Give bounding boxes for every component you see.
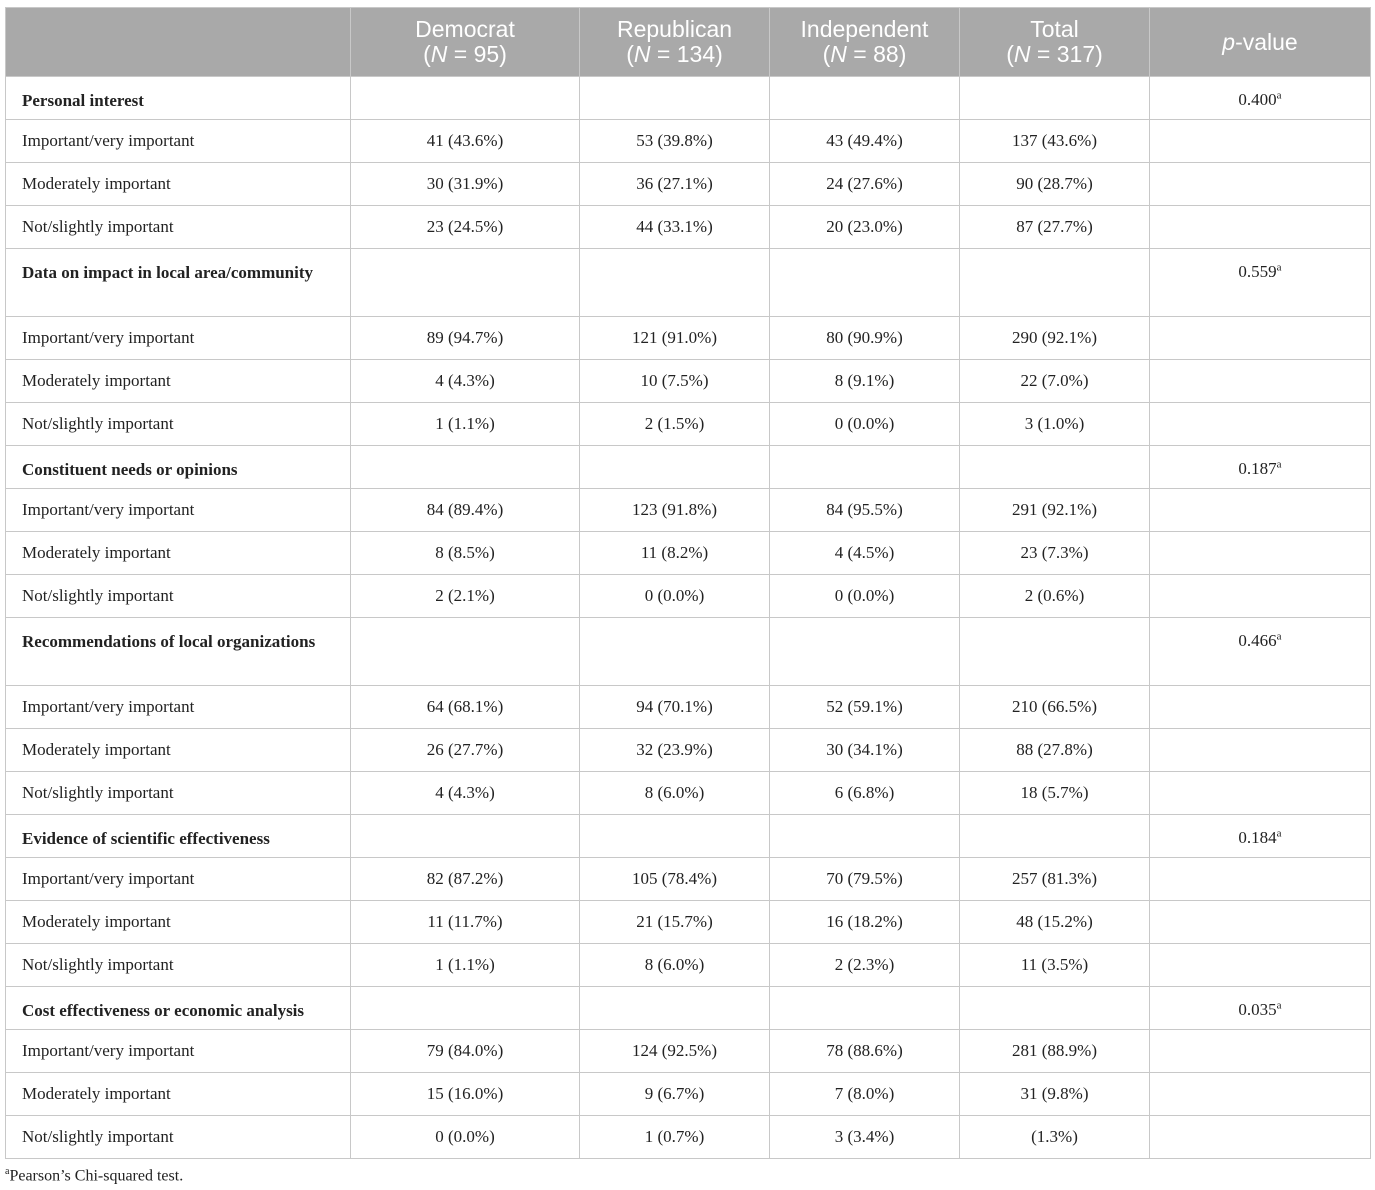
pvalue-number: 0.559	[1238, 262, 1277, 281]
democrat-value: 4 (4.3%)	[351, 360, 580, 403]
democrat-value: 23 (24.5%)	[351, 206, 580, 249]
independent-value: 52 (59.1%)	[770, 686, 960, 729]
independent-value: 70 (79.5%)	[770, 858, 960, 901]
pvalue-empty-cell	[1150, 120, 1371, 163]
pvalue-empty-cell	[1150, 206, 1371, 249]
section-empty-cell-democrat	[351, 77, 580, 120]
section-title: Personal interest	[6, 77, 351, 120]
row-label: Important/very important	[6, 317, 351, 360]
header-n-symbol: N	[633, 41, 651, 67]
pvalue-empty-cell	[1150, 360, 1371, 403]
row-label: Not/slightly important	[6, 575, 351, 618]
pvalue-number: 0.035	[1238, 1000, 1277, 1019]
row-label: Important/very important	[6, 489, 351, 532]
independent-value: 6 (6.8%)	[770, 772, 960, 815]
header-republican-label: Republican	[616, 16, 733, 42]
section-title: Data on impact in local area/community	[6, 249, 351, 317]
republican-value: 94 (70.1%)	[580, 686, 770, 729]
democrat-value: 1 (1.1%)	[351, 944, 580, 987]
section-empty-cell-republican	[580, 249, 770, 317]
republican-value: 2 (1.5%)	[580, 403, 770, 446]
table-row	[6, 1116, 1371, 1159]
pvalue-empty-cell	[1150, 403, 1371, 446]
republican-value: 9 (6.7%)	[580, 1073, 770, 1116]
democrat-value: 11 (11.7%)	[351, 901, 580, 944]
row-label: Not/slightly important	[6, 772, 351, 815]
total-value: 23 (7.3%)	[960, 532, 1150, 575]
table-row	[6, 944, 1371, 987]
section-row	[6, 249, 1371, 317]
row-label: Moderately important	[6, 163, 351, 206]
independent-value: 30 (34.1%)	[770, 729, 960, 772]
republican-value: 1 (0.7%)	[580, 1116, 770, 1159]
pvalue-empty-cell	[1150, 163, 1371, 206]
header-row	[6, 8, 1371, 77]
independent-value: 84 (95.5%)	[770, 489, 960, 532]
table-row	[6, 532, 1371, 575]
republican-value: 121 (91.0%)	[580, 317, 770, 360]
independent-value: 24 (27.6%)	[770, 163, 960, 206]
table-row	[6, 686, 1371, 729]
democrat-value: 64 (68.1%)	[351, 686, 580, 729]
pvalue-number: 0.466	[1238, 631, 1277, 650]
section-empty-cell-total	[960, 618, 1150, 686]
pvalue-footnote-marker: a	[1276, 89, 1282, 102]
table-row	[6, 489, 1371, 532]
democrat-value: 89 (94.7%)	[351, 317, 580, 360]
republican-value: 105 (78.4%)	[580, 858, 770, 901]
total-value: 90 (28.7%)	[960, 163, 1150, 206]
pvalue-empty-cell	[1150, 489, 1371, 532]
democrat-value: 0 (0.0%)	[351, 1116, 580, 1159]
section-row	[6, 77, 1371, 120]
header-total: Total (N = 317)	[960, 8, 1150, 77]
democrat-value: 4 (4.3%)	[351, 772, 580, 815]
section-empty-cell-republican	[580, 446, 770, 489]
republican-value: 36 (27.1%)	[580, 163, 770, 206]
header-n-symbol: N	[1013, 41, 1031, 67]
row-label: Moderately important	[6, 1073, 351, 1116]
section-pvalue	[1150, 618, 1371, 686]
total-value: 210 (66.5%)	[960, 686, 1150, 729]
header-independent-label: Independent	[800, 16, 929, 42]
republican-value: 53 (39.8%)	[580, 120, 770, 163]
table-row	[6, 1073, 1371, 1116]
democrat-value: 30 (31.9%)	[351, 163, 580, 206]
independent-value: 3 (3.4%)	[770, 1116, 960, 1159]
table-row	[6, 1030, 1371, 1073]
table-row	[6, 729, 1371, 772]
republican-value: 11 (8.2%)	[580, 532, 770, 575]
section-empty-cell-total	[960, 249, 1150, 317]
section-row	[6, 618, 1371, 686]
row-label: Important/very important	[6, 1030, 351, 1073]
republican-value: 21 (15.7%)	[580, 901, 770, 944]
democrat-value: 2 (2.1%)	[351, 575, 580, 618]
table-row	[6, 575, 1371, 618]
header-n-symbol: N	[430, 41, 448, 67]
republican-value: 8 (6.0%)	[580, 944, 770, 987]
pvalue-empty-cell	[1150, 575, 1371, 618]
pvalue-empty-cell	[1150, 772, 1371, 815]
table-row	[6, 772, 1371, 815]
republican-value: 44 (33.1%)	[580, 206, 770, 249]
pvalue-empty-cell	[1150, 1116, 1371, 1159]
footnote-marker: a	[5, 1166, 10, 1177]
section-row	[6, 815, 1371, 858]
total-value: 3 (1.0%)	[960, 403, 1150, 446]
pvalue-empty-cell	[1150, 686, 1371, 729]
table-row	[6, 403, 1371, 446]
table-row	[6, 206, 1371, 249]
section-title: Evidence of scientific effectiveness	[6, 815, 351, 858]
total-value: 87 (27.7%)	[960, 206, 1150, 249]
pvalue-number: 0.187	[1238, 459, 1277, 478]
total-value: 290 (92.1%)	[960, 317, 1150, 360]
section-empty-cell-total	[960, 77, 1150, 120]
table-row	[6, 317, 1371, 360]
total-value: 48 (15.2%)	[960, 901, 1150, 944]
pvalue-footnote-marker: a	[1276, 999, 1282, 1012]
section-row	[6, 987, 1371, 1030]
section-empty-cell-republican	[580, 815, 770, 858]
table-body	[6, 77, 1371, 1159]
pvalue-footnote-marker: a	[1276, 261, 1282, 274]
section-empty-cell-democrat	[351, 249, 580, 317]
header-independent-n: 88	[873, 41, 899, 67]
republican-value: 32 (23.9%)	[580, 729, 770, 772]
section-pvalue	[1150, 815, 1371, 858]
table-row	[6, 901, 1371, 944]
section-empty-cell-independent	[770, 815, 960, 858]
section-empty-cell-independent	[770, 618, 960, 686]
total-value: 22 (7.0%)	[960, 360, 1150, 403]
section-empty-cell-democrat	[351, 446, 580, 489]
independent-value: 78 (88.6%)	[770, 1030, 960, 1073]
row-label: Moderately important	[6, 532, 351, 575]
total-value: 2 (0.6%)	[960, 575, 1150, 618]
total-value: 257 (81.3%)	[960, 858, 1150, 901]
total-value: (1.3%)	[960, 1116, 1150, 1159]
row-label: Important/very important	[6, 686, 351, 729]
header-pvalue	[1150, 8, 1371, 77]
independent-value: 0 (0.0%)	[770, 403, 960, 446]
pvalue-footnote-marker: a	[1276, 458, 1282, 471]
section-title: Cost effectiveness or economic analysis	[6, 987, 351, 1030]
independent-value: 7 (8.0%)	[770, 1073, 960, 1116]
section-row	[6, 446, 1371, 489]
independent-value: 8 (9.1%)	[770, 360, 960, 403]
independent-value: 20 (23.0%)	[770, 206, 960, 249]
section-empty-cell-republican	[580, 77, 770, 120]
row-label: Not/slightly important	[6, 206, 351, 249]
row-label: Moderately important	[6, 360, 351, 403]
independent-value: 43 (49.4%)	[770, 120, 960, 163]
footnote-text: Pearson’s Chi-squared test.	[9, 1167, 184, 1185]
header-total-n: 317	[1056, 41, 1096, 67]
pvalue-number: 0.184	[1238, 828, 1277, 847]
section-empty-cell-independent	[770, 249, 960, 317]
total-value: 281 (88.9%)	[960, 1030, 1150, 1073]
democrat-value: 84 (89.4%)	[351, 489, 580, 532]
section-pvalue	[1150, 446, 1371, 489]
row-label: Not/slightly important	[6, 944, 351, 987]
section-empty-cell-democrat	[351, 815, 580, 858]
footnote	[5, 1166, 183, 1185]
row-label: Important/very important	[6, 858, 351, 901]
republican-value: 10 (7.5%)	[580, 360, 770, 403]
total-value: 18 (5.7%)	[960, 772, 1150, 815]
results-table	[5, 7, 1371, 1159]
pvalue-empty-cell	[1150, 729, 1371, 772]
header-total-label: Total	[1030, 16, 1079, 42]
pvalue-footnote-marker: a	[1276, 827, 1282, 840]
total-value: 137 (43.6%)	[960, 120, 1150, 163]
republican-value: 123 (91.8%)	[580, 489, 770, 532]
independent-value: 4 (4.5%)	[770, 532, 960, 575]
pvalue-empty-cell	[1150, 1030, 1371, 1073]
section-pvalue	[1150, 249, 1371, 317]
row-label: Important/very important	[6, 120, 351, 163]
section-pvalue	[1150, 77, 1371, 120]
section-empty-cell-republican	[580, 987, 770, 1030]
row-label: Moderately important	[6, 901, 351, 944]
pvalue-empty-cell	[1150, 944, 1371, 987]
section-empty-cell-total	[960, 815, 1150, 858]
section-pvalue	[1150, 987, 1371, 1030]
header-republican-n: 134	[676, 41, 716, 67]
independent-value: 0 (0.0%)	[770, 575, 960, 618]
header-democrat-n: 95	[473, 41, 500, 67]
total-value: 31 (9.8%)	[960, 1073, 1150, 1116]
pvalue-empty-cell	[1150, 317, 1371, 360]
row-label: Moderately important	[6, 729, 351, 772]
democrat-value: 79 (84.0%)	[351, 1030, 580, 1073]
table-row	[6, 163, 1371, 206]
pvalue-empty-cell	[1150, 901, 1371, 944]
republican-value: 0 (0.0%)	[580, 575, 770, 618]
section-empty-cell-independent	[770, 446, 960, 489]
header-pvalue-italic: p	[1222, 28, 1236, 55]
header-democrat-label: Democrat	[415, 16, 515, 42]
democrat-value: 15 (16.0%)	[351, 1073, 580, 1116]
header-empty-cell	[6, 8, 351, 77]
total-value: 291 (92.1%)	[960, 489, 1150, 532]
table-row	[6, 858, 1371, 901]
table-row	[6, 120, 1371, 163]
row-label: Not/slightly important	[6, 1116, 351, 1159]
pvalue-empty-cell	[1150, 532, 1371, 575]
row-label: Not/slightly important	[6, 403, 351, 446]
header-independent: Independent (N = 88)	[770, 8, 960, 77]
section-empty-cell-democrat	[351, 987, 580, 1030]
republican-value: 124 (92.5%)	[580, 1030, 770, 1073]
header-pvalue-rest: -value	[1235, 28, 1298, 55]
democrat-value: 41 (43.6%)	[351, 120, 580, 163]
table-row	[6, 360, 1371, 403]
pvalue-empty-cell	[1150, 858, 1371, 901]
total-value: 88 (27.8%)	[960, 729, 1150, 772]
republican-value: 8 (6.0%)	[580, 772, 770, 815]
section-title: Constituent needs or opinions	[6, 446, 351, 489]
democrat-value: 82 (87.2%)	[351, 858, 580, 901]
section-empty-cell-total	[960, 446, 1150, 489]
independent-value: 2 (2.3%)	[770, 944, 960, 987]
header-democrat: Democrat (N = 95)	[351, 8, 580, 77]
section-empty-cell-independent	[770, 987, 960, 1030]
pvalue-footnote-marker: a	[1276, 630, 1282, 643]
pvalue-number: 0.400	[1238, 90, 1277, 109]
independent-value: 16 (18.2%)	[770, 901, 960, 944]
democrat-value: 1 (1.1%)	[351, 403, 580, 446]
pvalue-empty-cell	[1150, 1073, 1371, 1116]
section-title: Recommendations of local organizations	[6, 618, 351, 686]
democrat-value: 8 (8.5%)	[351, 532, 580, 575]
section-empty-cell-independent	[770, 77, 960, 120]
total-value: 11 (3.5%)	[960, 944, 1150, 987]
section-empty-cell-democrat	[351, 618, 580, 686]
independent-value: 80 (90.9%)	[770, 317, 960, 360]
header-republican: Republican (N = 134)	[580, 8, 770, 77]
header-n-symbol: N	[830, 41, 847, 67]
section-empty-cell-total	[960, 987, 1150, 1030]
democrat-value: 26 (27.7%)	[351, 729, 580, 772]
section-empty-cell-republican	[580, 618, 770, 686]
